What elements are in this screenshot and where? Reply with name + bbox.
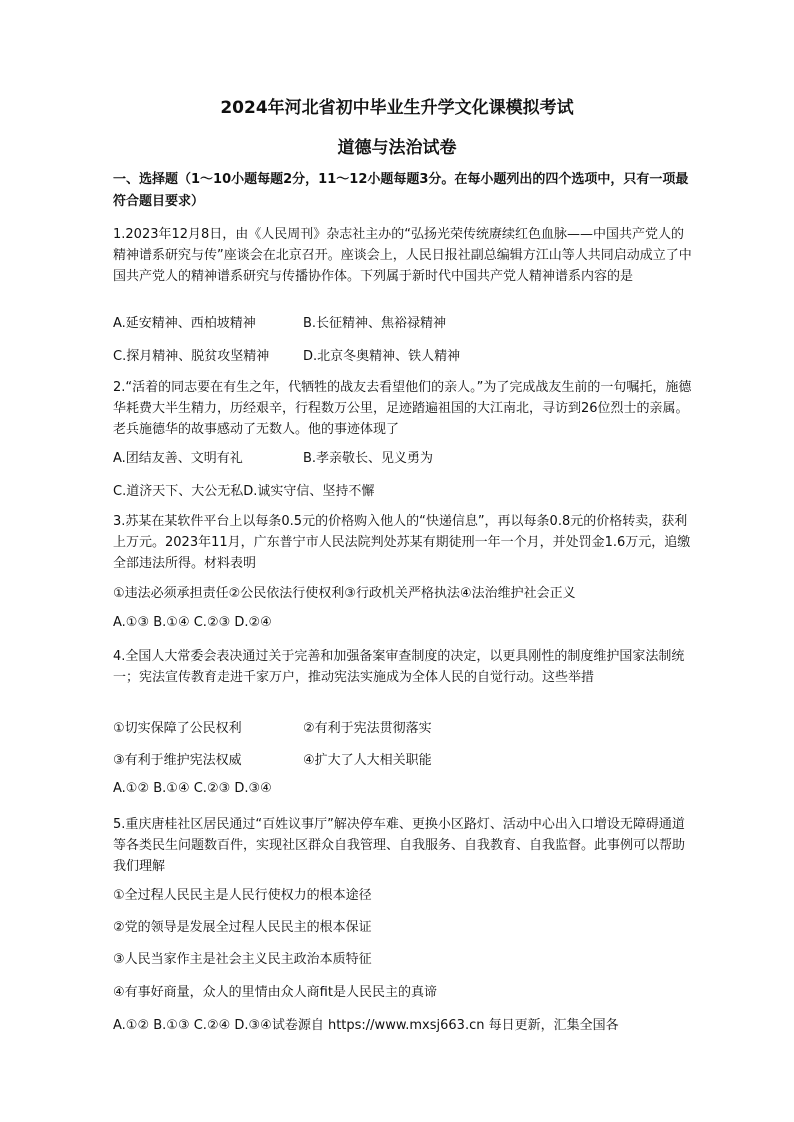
q3-items: ①违法必须承担责任②公民依法行使权利③行政机关严格执法④法治维护社会正义 [113,586,576,601]
question-5-stem: 5.重庆唐桂社区居民通过“百姓议事厅”解决停车难、更换小区路灯、活动中心出入口增设无障碍通道等各类民生问题数百件，实现社区群众自我管理、自我服务、自我教育、自我监督。此事例可以帮助我们理解 [113,817,686,874]
exam-subtitle: 道德与法治试卷 [337,138,457,158]
q5-item-4: ④有事好商量，众人的里情由众人商fit是人民民主的真谛 [113,985,437,1000]
q1-option-a: A.延安精神、西柏坡精神 [113,316,256,331]
q4-options: A.①② B.①④ C.②③ D.③④ [113,781,272,796]
q5-options: A.①② B.①③ C.②④ D.③④试卷源自 https://www.mxsj663.cn 每日更新，汇集全国各 [113,1018,619,1033]
q5-item-2: ②党的领导是发展全过程人民民主的根本保证 [113,920,372,935]
exam-title: 2024年河北省初中毕业生升学文化课模拟考试 [220,98,574,118]
q4-item-2: ②有利于宪法贯彻落实 [303,721,432,736]
q4-item-4: ④扩大了人大相关职能 [303,753,432,768]
question-3-stem: 3.苏某在某软件平台上以每条0.5元的价格购入他人的“快递信息”，再以每条0.8元的价格转卖，获利上万元。2023年11月，广东普宁市人民法院判处苏某有期徒刑一年一个月，并处罚金1.6万元，追缴全部违法所得。材料表明 [113,514,691,571]
q2-option-cd: C.道济天下、大公无私D.诚实守信、坚持不懈 [113,484,375,499]
q2-option-a: A.团结友善、文明有礼 [113,451,243,466]
q5-item-3: ③人民当家作主是社会主义民主政治本质特征 [113,952,372,967]
q1-option-b: B.长征精神、焦裕禄精神 [303,316,447,331]
q4-item-3: ③有利于维护宪法权威 [113,753,242,768]
question-2-stem: 2.“活着的同志要在有生之年，代牺牲的战友去看望他们的亲人。”为了完成战友生前的一句嘱托，施德华耗费大半生精力，历经艰辛，行程数万公里，足迹踏遍祖国的大江南北，寻访到26位烈士的亲属。老兵施德华的故事感动了无数人。他的事迹体现了 [113,380,692,437]
q1-option-c: C.探月精神、脱贫攻坚精神 [113,349,270,364]
q2-option-b: B.孝亲敬长、见义勇为 [303,451,434,466]
section-heading: 一、选择题（1～10小题每题2分，11～12小题每题3分。在每小题列出的四个选项中，只有一项最符合题目要求） [113,172,689,209]
question-1-stem: 1.2023年12月8日，由《人民周刊》杂志社主办的“弘扬光荣传统赓续红色血脉——中国共产党人的精神谱系研究与传”座谈会在北京召开。座谈会上，人民日报社副总编辑方江山等人共同启动成立了中国共产党人的精神谱系研究与传播协作体。下列属于新时代中国共产党人精神谱系内容的是 [113,227,692,284]
q1-option-d: D.北京冬奥精神、铁人精神 [303,349,461,364]
q5-item-1: ①全过程人民民主是人民行使权力的根本途径 [113,888,372,903]
q4-item-1: ①切实保障了公民权利 [113,721,242,736]
question-4-stem: 4.全国人大常委会表决通过关于完善和加强备案审查制度的决定，以更具刚性的制度维护国家法制统一；宪法宣传教育走进千家万户，推动宪法实施成为全体人民的自觉行动。这些举措 [113,649,685,685]
q3-options: A.①③ B.①④ C.②③ D.②④ [113,615,272,630]
